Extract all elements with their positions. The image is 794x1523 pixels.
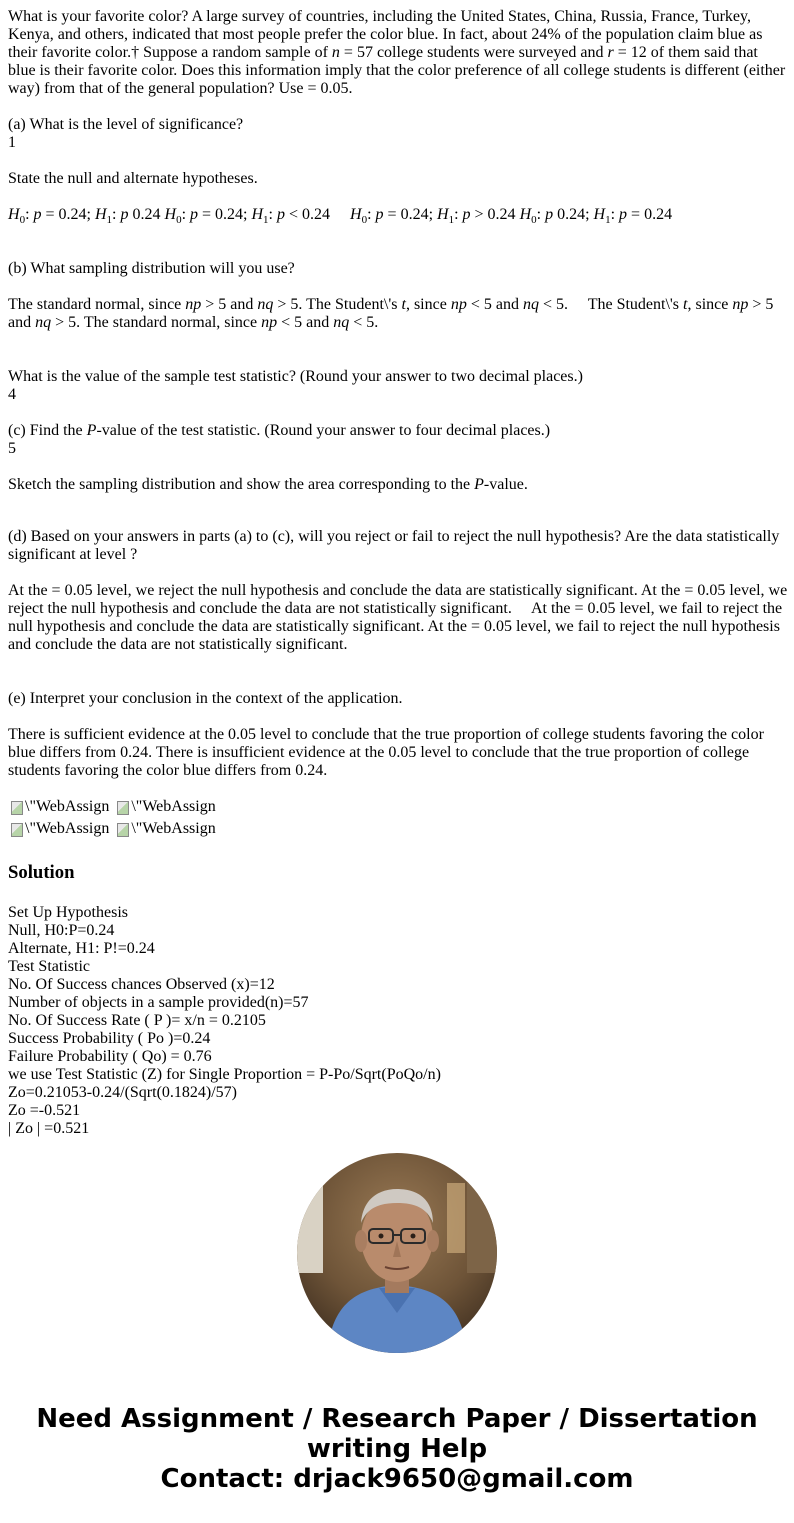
interpretation-option-1[interactable]: There is sufficient evidence at the 0.05 level to conclude that the true proportion of college students favoring the color blue differs from 0.24. bbox=[8, 726, 764, 761]
promo-line-2: writing Help bbox=[306, 1434, 488, 1464]
promo-contact[interactable]: Contact: drjack9650@gmail.com bbox=[160, 1464, 634, 1494]
promo-banner bbox=[0, 1404, 794, 1494]
distribution-option-1[interactable]: The standard normal, since np > 5 and nq > 5. bbox=[8, 296, 303, 313]
broken-image bbox=[11, 798, 109, 818]
solution-line: Zo =-0.521 bbox=[8, 1102, 81, 1119]
sketch-p-variable: P bbox=[474, 476, 484, 493]
hypothesis-options[interactable] bbox=[8, 206, 788, 224]
part-e-prompt: (e) Interpret your conclusion in the context of the application. bbox=[8, 690, 403, 707]
part-c-prompt-b: -value of the test statistic. (Round your answer to four decimal places.) bbox=[96, 422, 551, 439]
hypothesis-option-4[interactable]: $H_0$: p 0.24; $H_1$: p = 0.24 bbox=[519, 206, 673, 226]
solution-line: Zo=0.21053-0.24/(Sqrt(0.1824)/57) bbox=[8, 1084, 237, 1101]
part-d-prompt: (d) Based on your answers in parts (a) to (c), will you reject or fail to reject the null hypothesis? Are the data statistically significant at level ? bbox=[8, 528, 780, 563]
hypothesis-option-2[interactable]: $H_0$: p = 0.24; $H_1$: p < 0.24 bbox=[164, 206, 331, 226]
conclusion-option-4[interactable]: At the = 0.05 level, we fail to reject the null hypothesis and conclude the data are not statistically significant. bbox=[8, 618, 780, 653]
intro-text-1: What is your favorite color? A large survey of countries, including the United States, China, Russia, France, Turkey, Kenya, and others, indicated that most people prefer the color blue. In fact, about 24% of the population claim blue as their favorite color.† Suppose a random sample of bbox=[8, 8, 763, 61]
part-c-prompt bbox=[8, 422, 788, 440]
question-intro bbox=[8, 8, 788, 98]
broken-images-row-1 bbox=[11, 798, 788, 818]
solution-line: | Zo | =0.521 bbox=[8, 1120, 90, 1137]
conclusion-option-3[interactable]: At the = 0.05 level, we fail to reject the null hypothesis and conclude the data are statistically significant. bbox=[8, 600, 783, 635]
solution-line: Null, H0:P=0.24 bbox=[8, 922, 115, 939]
test-stat-answer[interactable]: 4 bbox=[8, 386, 16, 403]
broken-image-alt: \"WebAssign bbox=[25, 798, 110, 815]
intro-text-2: = 57 college students were surveyed and bbox=[339, 44, 608, 61]
hypothesis-prompt: State the null and alternate hypotheses. bbox=[8, 170, 258, 187]
sketch-prompt bbox=[8, 476, 788, 494]
n-variable: n bbox=[331, 44, 340, 61]
test-stat-prompt: What is the value of the sample test statistic? (Round your answer to two decimal places.) bbox=[8, 368, 583, 385]
conclusion-option-2[interactable]: At the = 0.05 level, we reject the null hypothesis and conclude the data are not statistically significant. bbox=[8, 582, 788, 617]
broken-image-icon bbox=[117, 801, 129, 815]
broken-image-alt: \"WebAssign bbox=[131, 798, 216, 815]
conclusion-option-1[interactable]: At the = 0.05 level, we reject the null hypothesis and conclude the data are statistically significant. bbox=[8, 582, 638, 599]
part-c-p-variable: P bbox=[86, 422, 97, 439]
solution-heading: Solution bbox=[8, 862, 75, 883]
solution-line: No. Of Success Rate ( P )= x/n = 0.2105 bbox=[8, 1012, 266, 1029]
solution-line: Number of objects in a sample provided(n)=57 bbox=[8, 994, 309, 1011]
solution-line: Alternate, H1: P!=0.24 bbox=[8, 940, 155, 957]
solution-line: Failure Probability ( Qo) = 0.76 bbox=[8, 1048, 212, 1065]
part-c-prompt-a: (c) Find the bbox=[8, 422, 87, 439]
author-portrait bbox=[297, 1153, 497, 1353]
broken-image-alt: \"WebAssign bbox=[131, 820, 216, 837]
broken-image-icon bbox=[11, 823, 23, 837]
distribution-options[interactable] bbox=[8, 296, 788, 332]
broken-images-row-2 bbox=[11, 820, 788, 840]
sketch-prompt-b: -value. bbox=[483, 476, 528, 493]
interpretation-options[interactable] bbox=[8, 726, 788, 780]
distribution-option-4[interactable]: The standard normal, since np < 5 and nq < 5. bbox=[83, 314, 379, 331]
part-b-prompt: (b) What sampling distribution will you use? bbox=[8, 260, 295, 277]
broken-image-icon bbox=[11, 801, 23, 815]
part-a-prompt: (a) What is the level of significance? bbox=[8, 116, 244, 133]
solution-line: Set Up Hypothesis bbox=[8, 904, 128, 921]
promo-line-1: Need Assignment / Research Paper / Dissertation bbox=[36, 1404, 758, 1434]
broken-image bbox=[11, 820, 109, 840]
solution-body bbox=[8, 904, 788, 1138]
part-a-answer[interactable]: 1 bbox=[8, 134, 16, 151]
solution-line: No. Of Success chances Observed (x)=12 bbox=[8, 976, 275, 993]
author-avatar bbox=[297, 1153, 497, 1353]
solution-line: Test Statistic bbox=[8, 958, 90, 975]
conclusion-options[interactable] bbox=[8, 582, 788, 654]
intro-text-3: = 12 of them said that blue is their favorite color. Does this information imply that the color preference of all college students is different (either way) from that of the general population? Use = 0.05. bbox=[8, 44, 786, 97]
broken-image bbox=[117, 820, 215, 840]
solution-line: we use Test Statistic (Z) for Single Proportion = P-Po/Sqrt(PoQo/n) bbox=[8, 1066, 441, 1083]
broken-image bbox=[117, 798, 215, 818]
question-content bbox=[8, 8, 788, 1138]
interpretation-option-2[interactable]: There is insufficient evidence at the 0.05 level to conclude that the true proportion of college students favoring the color blue differs from 0.24. bbox=[8, 744, 750, 779]
broken-image-alt: \"WebAssign bbox=[25, 820, 110, 837]
r-variable: r bbox=[607, 44, 614, 61]
broken-image-icon bbox=[117, 823, 129, 837]
distribution-option-2[interactable]: The Student\'s t, since np < 5 and nq < 5. bbox=[306, 296, 568, 313]
solution-line: Success Probability ( Po )=0.24 bbox=[8, 1030, 211, 1047]
distribution-option-3[interactable]: The Student\'s t, since np > 5 and nq > 5. bbox=[8, 296, 774, 331]
p-value-answer[interactable]: 5 bbox=[8, 440, 16, 457]
sketch-prompt-a: Sketch the sampling distribution and show the area corresponding to the bbox=[8, 476, 475, 493]
hypothesis-option-3[interactable]: $H_0$: p = 0.24; $H_1$: p > 0.24 bbox=[350, 206, 516, 226]
hypothesis-option-1[interactable]: $H_0$: p = 0.24; $H_1$: p 0.24 bbox=[8, 206, 161, 226]
